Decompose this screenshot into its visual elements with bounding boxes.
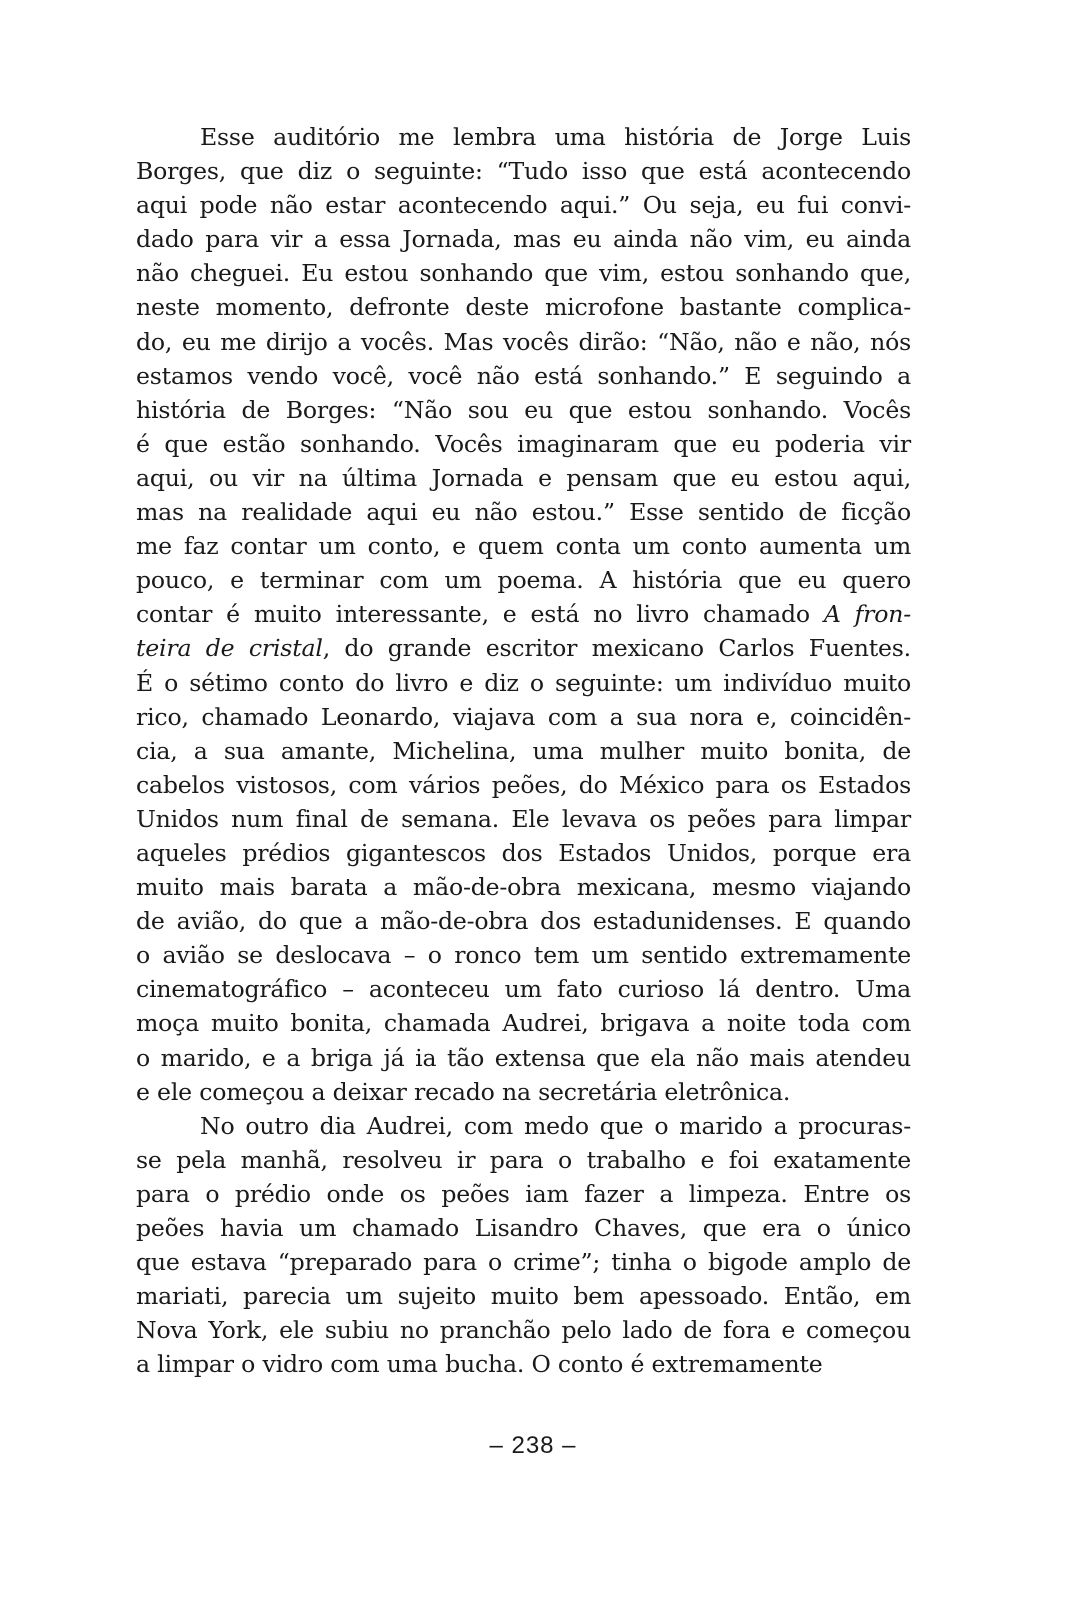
paragraph	[136, 1109, 911, 1382]
text-line: aqueles prédios gigantescos dos Estados Unidos, porque era	[136, 838, 911, 867]
text-line: não cheguei. Eu estou sonhando que vim, estou sonhando que,	[136, 259, 911, 288]
text-line: peões havia um chamado Lisandro Chaves, que era o único	[136, 1214, 911, 1242]
text-line: aqui, ou vir na última Jornada e pensam que eu estou aqui,	[136, 463, 911, 492]
body-text	[136, 120, 911, 1381]
text-line: neste momento, defronte deste microfone bastante complica-	[136, 293, 911, 322]
text-line: rico, chamado Leonardo, viajava com a sua nora e, coincidên-	[136, 702, 911, 731]
text-line: Borges, que diz o seguinte: “Tudo isso que está acontecendo	[136, 157, 911, 186]
text-line: é que estão sonhando. Vocês imaginaram que eu poderia vir	[136, 429, 911, 458]
text-line: moça muito bonita, chamada Audrei, brigava a noite toda com	[136, 1009, 911, 1038]
text-line: cabelos vistosos, com vários peões, do México para os Estados	[136, 770, 911, 799]
text-line: do, eu me dirijo a vocês. Mas vocês dirão: “Não, não e não, nós	[136, 327, 911, 356]
text-line: dado para vir a essa Jornada, mas eu ainda não vim, eu ainda	[136, 225, 911, 254]
text-line: que estava “preparado para o crime”; tinha o bigode amplo de	[136, 1248, 911, 1277]
book-title-italic: A fron-	[823, 600, 911, 629]
text-line: cia, a sua amante, Michelina, uma mulher muito bonita, de	[136, 736, 911, 765]
text-line: mas na realidade aqui eu não estou.” Esse sentido de ficção	[136, 498, 911, 527]
text-line: a limpar o vidro com uma bucha. O conto é extremamente	[136, 1350, 823, 1379]
text-line: Esse auditório me lembra uma história de Jorge Luis	[200, 123, 911, 151]
text-line: mariati, parecia um sujeito muito bem apessoado. Então, em	[136, 1282, 911, 1311]
text-line: para o prédio onde os peões iam fazer a limpeza. Entre os	[136, 1179, 911, 1208]
text-line: muito mais barata a mão-de-obra mexicana, mesmo viajando	[136, 873, 911, 902]
text-line: contar é muito interessante, e está no livro chamado A fron-	[136, 600, 911, 629]
paragraph	[136, 120, 911, 1109]
text-line: Nova York, ele subiu no pranchão pelo lado de fora e começou	[136, 1316, 911, 1345]
text-line: cinematográfico – aconteceu um fato curioso lá dentro. Uma	[136, 975, 911, 1004]
text-line: o avião se deslocava – o ronco tem um sentido extremamente	[136, 941, 911, 970]
page-number: – 238 –	[489, 1432, 577, 1459]
text-line: aqui pode não estar acontecendo aqui.” Ou seja, eu fui convi-	[136, 191, 911, 220]
text-line: Unidos num final de semana. Ele levava os peões para limpar	[136, 804, 911, 833]
text-line: No outro dia Audrei, com medo que o marido a procuras-	[200, 1111, 911, 1140]
text-line: e ele começou a deixar recado na secretária eletrônica.	[136, 1077, 791, 1106]
text-line: pouco, e terminar com um poema. A história que eu quero	[136, 566, 911, 595]
text-line: de avião, do que a mão-de-obra dos estadunidenses. E quando	[136, 907, 911, 936]
text-line: É o sétimo conto do livro e diz o seguinte: um indivíduo muito	[136, 668, 911, 697]
text-line: me faz contar um conto, e quem conta um conto aumenta um	[136, 532, 911, 561]
book-title-italic: teira de cristal	[136, 634, 323, 663]
text-line: teira de cristal, do grande escritor mexicano Carlos Fuentes.	[136, 634, 911, 663]
text-line: o marido, e a briga já ia tão extensa que ela não mais atendeu	[136, 1043, 911, 1072]
text-line: se pela manhã, resolveu ir para o trabalho e foi exatamente	[136, 1145, 911, 1174]
text-line: estamos vendo você, você não está sonhando.” E seguindo a	[136, 361, 911, 390]
text-line: história de Borges: “Não sou eu que estou sonhando. Vocês	[136, 395, 911, 424]
